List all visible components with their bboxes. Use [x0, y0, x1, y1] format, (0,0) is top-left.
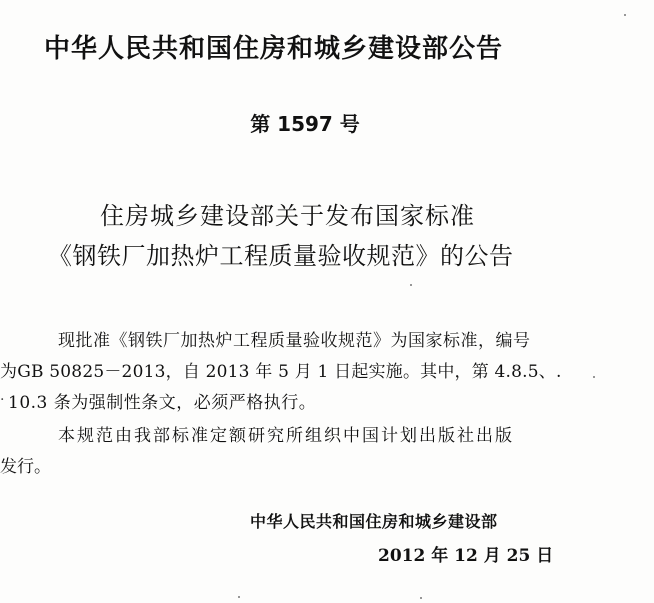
body-line-4: 本规范由我部标准定额研究所组织中国计划出版社出版	[58, 426, 514, 446]
body-line-3: 10.3 条为强制性条文，必须严格执行。	[8, 393, 317, 413]
scan-speck	[420, 597, 422, 599]
body-line-2: 为GB 50825－2013，自 2013 年 5 月 1 日起实施。其中，第 4.8.5、.	[0, 362, 562, 382]
issuer-title: 中华人民共和国住房和城乡建设部公告	[44, 34, 504, 64]
scan-speck	[624, 14, 626, 16]
subject-line-1: 住房城乡建设部关于发布国家标准	[100, 202, 475, 230]
body-line-1: 现批准《钢铁厂加热炉工程质量验收规范》为国家标准，编号	[58, 331, 531, 351]
scan-speck	[410, 284, 412, 286]
edge-speck-mark: .	[0, 388, 5, 404]
signature-organization: 中华人民共和国住房和城乡建设部	[250, 512, 498, 531]
scan-speck	[593, 376, 595, 378]
subject-line-2: 《钢铁厂加热炉工程质量验收规范》的公告	[48, 242, 514, 270]
signature-date: 2012 年 12 月 25 日	[378, 546, 554, 566]
announcement-number: 第 1597 号	[250, 112, 360, 136]
body-line-5: 发行。	[0, 457, 51, 477]
scan-speck	[238, 596, 240, 598]
